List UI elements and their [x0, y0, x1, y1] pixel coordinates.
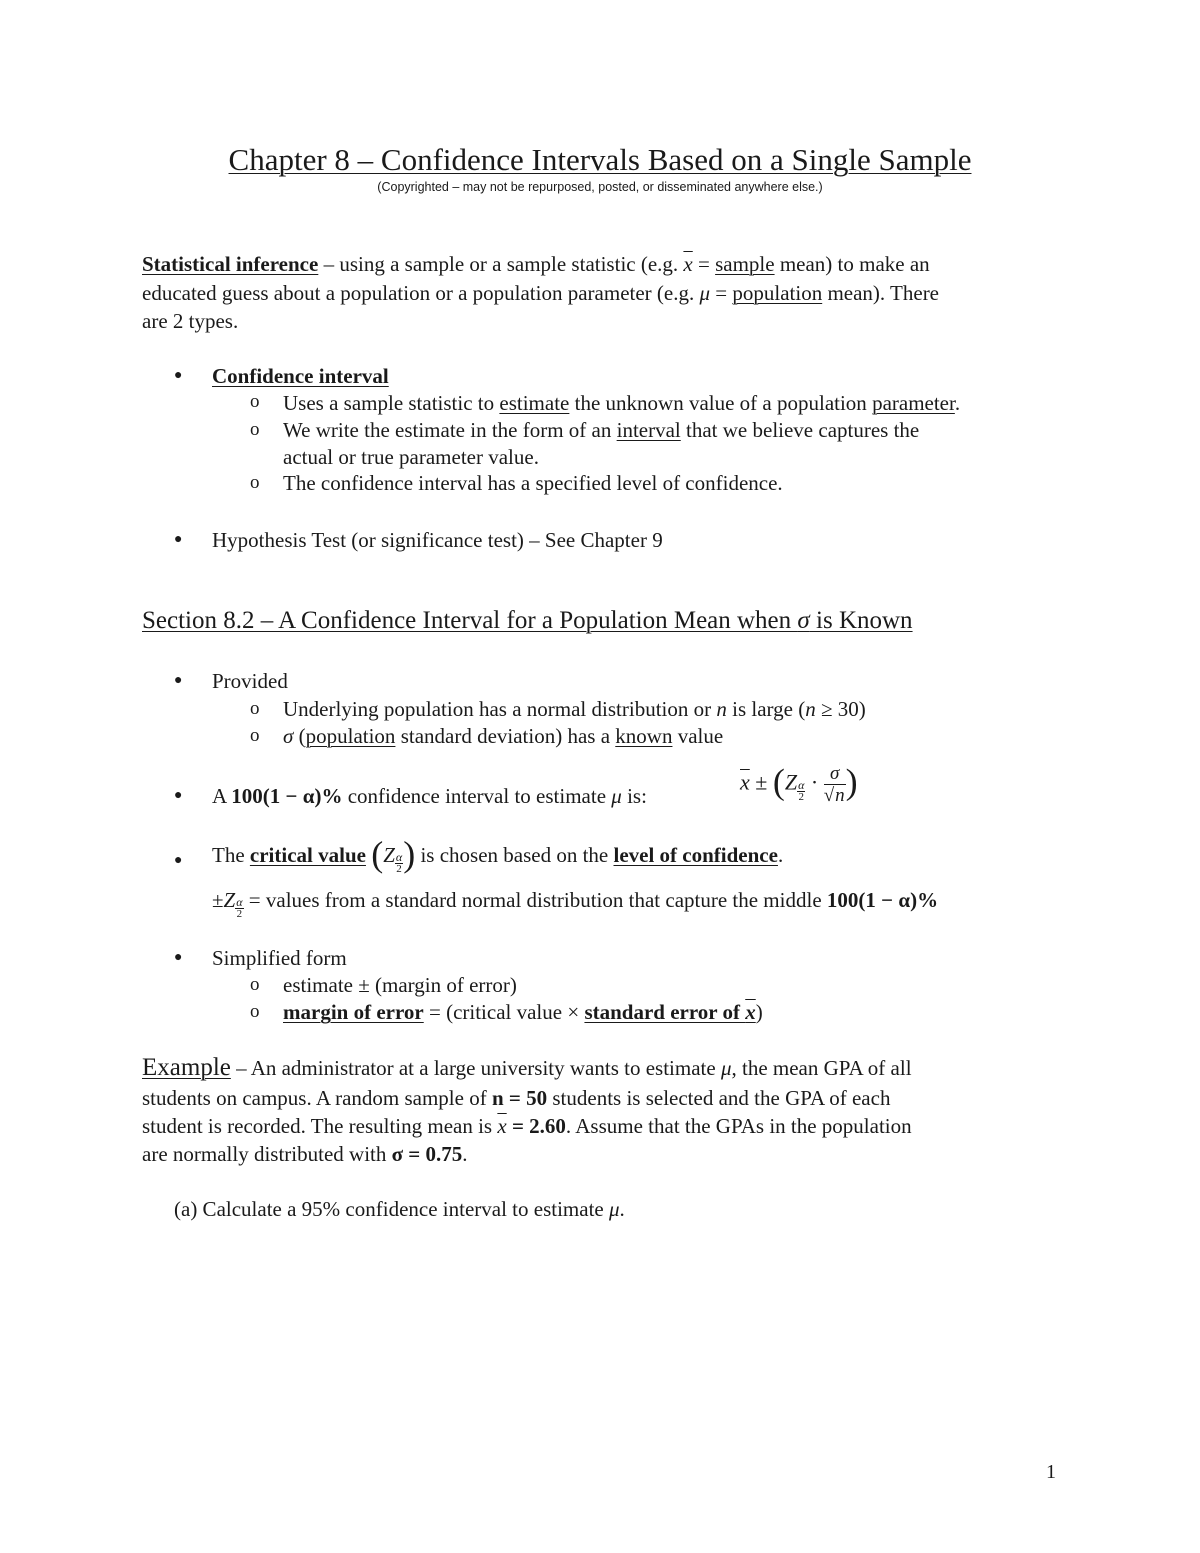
ci-bullet-label: Confidence interval: [212, 364, 389, 388]
ci-sub-3: The confidence interval has a specified level of confidence.: [283, 471, 783, 495]
ci-sub-2-cont: actual or true parameter value.: [283, 445, 539, 469]
critical-value-line: The critical value (Z $\frac{\alpha}{2}$ ) is chosen based on the level of confidence.: [212, 834, 784, 875]
ci-formula-expression: $\overline{x} \pm (Z$ $\frac{\alpha}{2}$ · $\frac{\sigma}{√n}$ ): [740, 761, 858, 806]
provided-sub-1: Underlying population has a normal distribution or n is large (n ≥ 30): [283, 697, 866, 721]
critical-value-def: ±Z $\frac{\alpha}{2}$ = values from a standard normal distribution that capture the middle 100(1 − α)%: [212, 888, 939, 920]
sub-bullet-icon: o: [250, 974, 260, 995]
ci-sub-2: We write the estimate in the form of an interval that we believe captures the: [283, 418, 920, 442]
sub-bullet-icon: o: [250, 698, 260, 719]
section-heading: Section 8.2 – A Confidence Interval for a Population Mean when σ is Known: [142, 607, 913, 634]
sub-bullet-icon: o: [250, 391, 260, 412]
page-number: 1: [1046, 1461, 1056, 1483]
example-part-a: (a) Calculate a 95% confidence interval to estimate μ.: [174, 1197, 625, 1221]
inference-line-1: Statistical inference – using a sample or a sample statistic (e.g. $\overline{x}$ = sample mean) to make an: [142, 252, 930, 276]
bullet-icon: ●: [174, 673, 183, 688]
inference-line-2: educated guess about a population or a population parameter (e.g. μ = population mean). There: [142, 281, 940, 305]
simplified-label: Simplified form: [212, 946, 347, 970]
bullet-icon: ●: [174, 532, 183, 547]
sub-bullet-icon: o: [250, 419, 260, 440]
example-line-4: are normally distributed with σ = 0.75.: [142, 1142, 468, 1166]
bullet-icon: ●: [174, 368, 183, 383]
xbar-symbol: $\overline{x}$: [740, 769, 750, 795]
ci-sub-1: Uses a sample statistic to estimate the unknown value of a population parameter.: [283, 391, 961, 415]
sub-bullet-icon: o: [250, 1001, 260, 1022]
example-line-2: students on campus. A random sample of n = 50 students is selected and the GPA of each: [142, 1086, 891, 1110]
provided-sub-2: σ (population standard deviation) has a known value: [283, 724, 724, 748]
provided-label: Provided: [212, 669, 288, 693]
simplified-sub-2: margin of error = (critical value × standard error of x): [283, 1000, 763, 1024]
example-line-3: student is recorded. The resulting mean is $\overline{x} = 2.60$. Assume that the GPAs in the population: [142, 1114, 912, 1138]
copyright-notice: (Copyrighted – may not be repurposed, posted, or disseminated anywhere else.): [377, 180, 823, 194]
inference-line-3: are 2 types.: [142, 309, 239, 333]
example-line-1: Example – An administrator at a large university wants to estimate μ, the mean GPA of all: [142, 1054, 912, 1081]
ci-formula-text: A 100(1 − α)% confidence interval to estimate μ is:: [212, 784, 647, 808]
bullet-icon: ●: [174, 853, 183, 868]
bullet-icon: ●: [174, 788, 183, 803]
sub-bullet-icon: o: [250, 725, 260, 746]
page-title: Chapter 8 – Confidence Intervals Based on a Single Sample: [228, 142, 972, 177]
simplified-sub-1: estimate ± (margin of error): [283, 973, 517, 997]
sub-bullet-icon: o: [250, 472, 260, 493]
bullet-icon: ●: [174, 950, 183, 965]
hypothesis-bullet: Hypothesis Test (or significance test) – See Chapter 9: [212, 528, 663, 552]
